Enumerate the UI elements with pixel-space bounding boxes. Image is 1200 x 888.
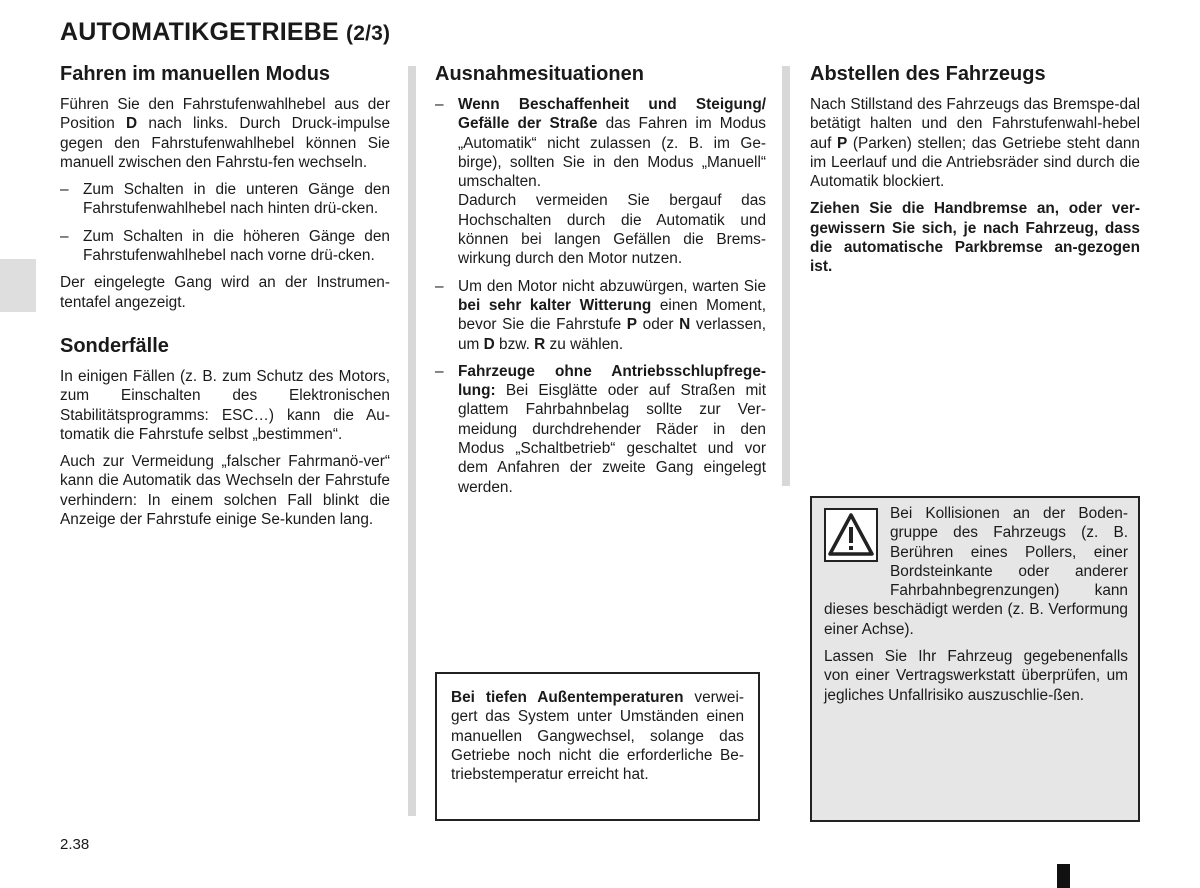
manual-mode-list bbox=[60, 180, 390, 265]
section-heading-parking: Abstellen des Fahrzeugs bbox=[810, 63, 1046, 85]
title-suffix: (2/3) bbox=[346, 22, 391, 45]
special-cases-text-1: In einigen Fällen (z. B. zum Schutz des Motors, zum Einschalten des Elektronischen Stabilitätsprogramms: ESC…) kann die Au-tomatik die Fahrstufe selbst „bestimmen“. bbox=[60, 367, 390, 443]
note-text: verwei-gert das System unter Umständen einen manuellen Gangwechsel, solange das Getriebe noch nicht die erforderliche Be-triebstemperatur erreicht hat. bbox=[451, 689, 744, 784]
column-3 bbox=[810, 62, 1140, 285]
warning-triangle-icon bbox=[824, 508, 878, 562]
column-2 bbox=[435, 62, 766, 505]
list-item: – Wenn Beschaffenheit und Steigung/ Gefälle der Straße das Fahren im Modus „Automatik“ nicht zulassen (z. B. im Ge-birge), sollten Sie in den Modus „Manuell“ umschalten. Dadurch vermeiden Sie bergauf das Hochschalten durch die Automatik und können bei langen Gefällen die Brems-wirkung durch den Motor nutzen. bbox=[435, 96, 766, 268]
column-divider-2 bbox=[782, 66, 790, 486]
section-heading-manual-mode: Fahren im manuellen Modus bbox=[60, 63, 331, 85]
parking-brake-note: Ziehen Sie die Handbremse an, oder ver-gewissern Sie sich, je nach Fahrzeug, dass die automatische Parkbremse an-gezogen ist. bbox=[810, 200, 1140, 276]
list-item: – Zum Schalten in die höheren Gänge den Fahrstufenwahlhebel nach vorne drü-cken. bbox=[60, 227, 390, 265]
note-bold-lead: Bei tiefen Außentemperaturen bbox=[451, 689, 684, 706]
special-cases-text-2: Auch zur Vermeidung „falscher Fahrmanö-ver“ kann die Automatik das Wechseln der Fahrstufe verhindern: In einem solchen Fall blinkt die Anzeige der Fahrstufe einige Se-kunden lang. bbox=[60, 453, 390, 529]
list-item: – Um den Motor nicht abzuwürgen, warten Sie bei sehr kalter Witterung einen Moment, bevor Sie die Fahrstufe P oder N verlassen, um D bzw. R zu wählen. bbox=[435, 277, 767, 353]
warning-box bbox=[810, 496, 1140, 822]
manual-mode-intro: Führen Sie den Fahrstufenwahlhebel aus der Position D nach links. Durch Druck-impulse gegen den Fahrstufenwahlhebel können Sie manuell zwischen den Fahrstu-fen wechseln. bbox=[60, 96, 390, 171]
page-title bbox=[60, 18, 390, 47]
warning-paragraph-1: Bei Kollisionen an der Boden-gruppe des Fahrzeugs (z. B. Berühren eines Pollers, einer Bordsteinkante oder anderer Fahrbahnbegrenzungen) kann dieses beschädigt werden (z. B. Verformung einer Achse). bbox=[824, 505, 1128, 638]
section-heading-special-cases: Sonderfälle bbox=[60, 334, 169, 357]
page-marker bbox=[1057, 864, 1070, 888]
list-item: – Zum Schalten in die unteren Gänge den Fahrstufenwahlhebel nach hinten drü-cken. bbox=[60, 181, 390, 218]
list-item: – Fahrzeuge ohne Antriebsschlupfrege-lung: Bei Eisglätte oder auf Straßen mit glattem Fahrbahnbelag sollte zur Ver-meidung durchdrehender Räder in den Modus „Schaltbetrieb“ geschaltet und vor dem Anfahren der zweite Gang eingelegt werden. bbox=[435, 362, 766, 496]
column-1 bbox=[60, 62, 390, 537]
page-number: 2.38 bbox=[60, 836, 90, 853]
chapter-tab bbox=[0, 259, 36, 312]
section-heading-exceptions: Ausnahmesituationen bbox=[435, 63, 644, 85]
exceptions-list bbox=[435, 95, 766, 497]
title-text: AUTOMATIKGETRIEBE bbox=[60, 18, 339, 46]
display-note: Der eingelegte Gang wird an der Instrumen-tentafel angezeigt. bbox=[60, 274, 390, 311]
warning-paragraph-2: Lassen Sie Ihr Fahrzeug gegebenenfalls von einer Vertragswerkstatt überprüfen, um jegliches Unfallrisiko auszuschlie-ßen. bbox=[824, 648, 1128, 704]
parking-text: Nach Stillstand des Fahrzeugs das Bremspe-dal betätigt halten und den Fahrstufenwahl-hebel auf P (Parken) stellen; das Getriebe steht dann im Leerlauf und die Antriebsräder sind durch die Automatik blockiert. bbox=[810, 96, 1140, 191]
column-divider-1 bbox=[408, 66, 416, 816]
cold-temperature-note bbox=[435, 672, 760, 821]
